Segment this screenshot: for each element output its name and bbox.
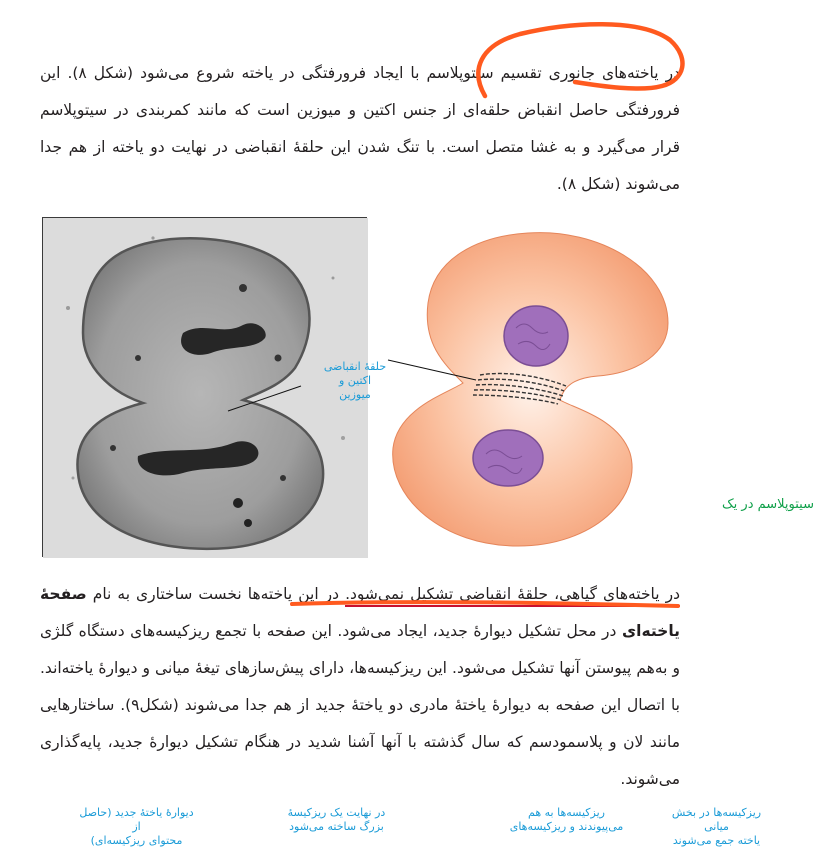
sentence1-rest: در این یاخته‌ها نخست ساختاری به نام: [86, 585, 346, 603]
paragraph1-text: در یاخته‌های جانوری تقسیم سیتوپلاسم با ایجاد فرورفتگی در یاخته شروع می‌شود (شکل ۸). این فرورفتگی حاصل انقباض حلقه‌ای از جنس اکتین و میوزین است که مانند کمربندی در سیتوپلاسم قرار می‌گیرد و به غشا متصل است. با تنگ شدن این حلقهٔ انقباضی در نهایت دو یاخته از هم جدا می‌شوند (شکل ۸).: [40, 64, 680, 193]
caption-line: یاخته جمع می‌شوند: [672, 834, 761, 847]
paragraph2-text: [40, 576, 680, 798]
caption-line: ریزکیسه‌ها در بخش میانی: [671, 806, 762, 833]
cytokinesis-diagram: [368, 228, 678, 568]
caption-line: دیوارهٔ یاختهٔ جدید (حاصل از: [79, 806, 194, 833]
caption-step-1: [659, 806, 774, 848]
margin-note: سیتوپلاسم در یک: [722, 497, 814, 512]
paragraph-plant-cytokinesis: [40, 576, 680, 798]
caption-step-2: [509, 806, 624, 834]
cell-division-micrograph: [42, 217, 367, 557]
caption-step-4: [79, 806, 194, 848]
caption-line: می‌پیوندند و ریزکیسه‌های: [509, 820, 624, 833]
cell-plate-term: صفحهٔ یاخته‌ای: [40, 585, 680, 640]
paragraph-animal-cytokinesis: [40, 55, 680, 203]
underlined-sentence: در یاخته‌های گیاهی، حلقهٔ انقباضی تشکیل نمی‌شود.: [345, 585, 680, 607]
label-line-ring: حلقهٔ انقباضی: [323, 360, 387, 373]
caption-step-3: [279, 806, 394, 834]
caption-line: بزرگ ساخته می‌شود: [289, 820, 384, 833]
paragraph2-rest: در محل تشکیل دیوارهٔ جدید، ایجاد می‌شود. این صفحه با تجمع ریزکیسه‌های دستگاه گلژی و به‌هم پیوستن آنها تشکیل می‌شود. این ریزکیسه‌ها، دارای پیش‌سازهای تیغهٔ میانی و دیوارهٔ یاخته‌اند. با اتصال این صفحه به دیوارهٔ یاختهٔ مادری دو یاختهٔ جدید از هم جدا می‌شوند (شکل۹). ساختارهایی مانند لان و پلاسمودسم که سال گذشته با آنها آشنا شدید در هنگام تشکیل دیوارهٔ جدید، پایه‌گذاری می‌شوند.: [40, 622, 680, 788]
contractile-ring-illustration: [368, 228, 678, 568]
caption-line: در نهایت یک ریزکیسهٔ: [287, 806, 386, 819]
contractile-ring-label: [322, 360, 388, 402]
caption-line: ریزکیسه‌ها به هم: [528, 806, 605, 819]
figure9-captions: [0, 800, 814, 847]
caption-line: محتوای ریزکیسه‌ای): [90, 834, 183, 847]
micrograph-image: [43, 218, 368, 558]
label-line-actin-myosin: اکتین و میوزین: [338, 374, 372, 401]
